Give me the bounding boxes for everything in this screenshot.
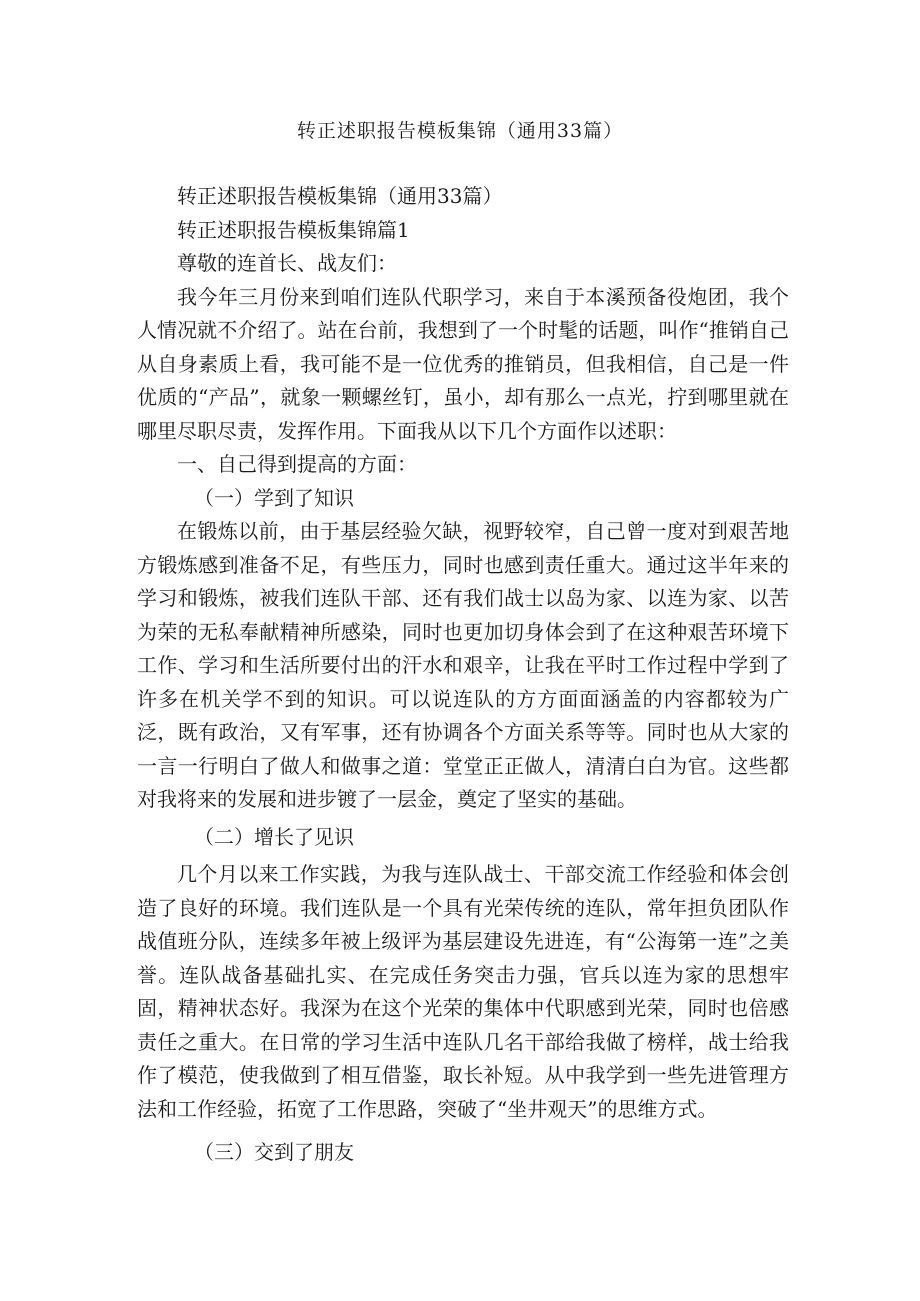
- article-heading: 转正述职报告模板集锦篇1: [177, 217, 410, 242]
- subsection-heading-2: （二）增长了见识: [194, 824, 354, 849]
- document-body: [137, 180, 789, 1170]
- section-heading-1: 一、自己得到提高的方面：: [177, 452, 417, 476]
- document-subtitle: 转正述职报告模板集锦（通用33篇）: [177, 184, 503, 208]
- subsection-heading-3: （三）交到了朋友: [194, 1140, 354, 1164]
- salutation: 尊敬的连首长、战友们：: [177, 251, 397, 275]
- document-title: 转正述职报告模板集锦（通用33篇）: [296, 120, 624, 142]
- intro-paragraph: 我今年三月份来到咱们连队代职学习，来自于本溪预备役炮团，我个人情况就不介绍了。站在台前，我想到了一个时髦的话题，叫作“推销自己从自身素质上看，我可能不是一位优秀的推销员，但我相信，自己是一件优质的“产品”，就象一颗螺丝钉，虽小，却有那么一点光，拧到哪里就在哪里尽职尽责，发挥作用。下面我从以下几个方面作以述职：: [137, 284, 789, 443]
- subsection-paragraph-2: 几个月以来工作实践，为我与连队战士、干部交流工作经验和体会创造了良好的环境。我们连队是一个具有光荣传统的连队，常年担负团队作战值班分队，连续多年被上级评为基层建设先进连，有“公海第一连”之美誉。连队战备基础扎实、在完成任务突击力强，官兵以连为家的思想牢固，精神状态好。我深为在这个光荣的集体中代职感到光荣，同时也倍感责任之重大。在日常的学习生活中连队几名干部给我做了榜样，战士给我作了模范，使我做到了相互借鉴，取长补短。从中我学到一些先进管理方法和工作经验，拓宽了工作思路，突破了“坐井观天”的思维方式。: [137, 862, 789, 1121]
- subsection-heading-1: （一）学到了知识: [194, 485, 354, 510]
- subsection-paragraph-1: 在锻炼以前，由于基层经验欠缺，视野较窄，自己曾一度对到艰苦地方锻炼感到准备不足，有些压力，同时也感到责任重大。通过这半年来的学习和锻炼，被我们连队干部、还有我们战士以岛为家、以连为家、以苦为荣的无私奉献精神所感染，同时也更加切身体会到了在这种艰苦环境下工作、学习和生活所要付出的汗水和艰辛，让我在平时工作过程中学到了许多在机关学不到的知识。可以说连队的方方面面涵盖的内容都较为广泛，既有政治，又有军事，还有协调各个方面关系等等。同时也从大家的一言一行明白了做人和做事之道：堂堂正正做人，清清白白为官。这些都对我将来的发展和进步镀了一层金，奠定了坚实的基础。: [137, 519, 789, 811]
